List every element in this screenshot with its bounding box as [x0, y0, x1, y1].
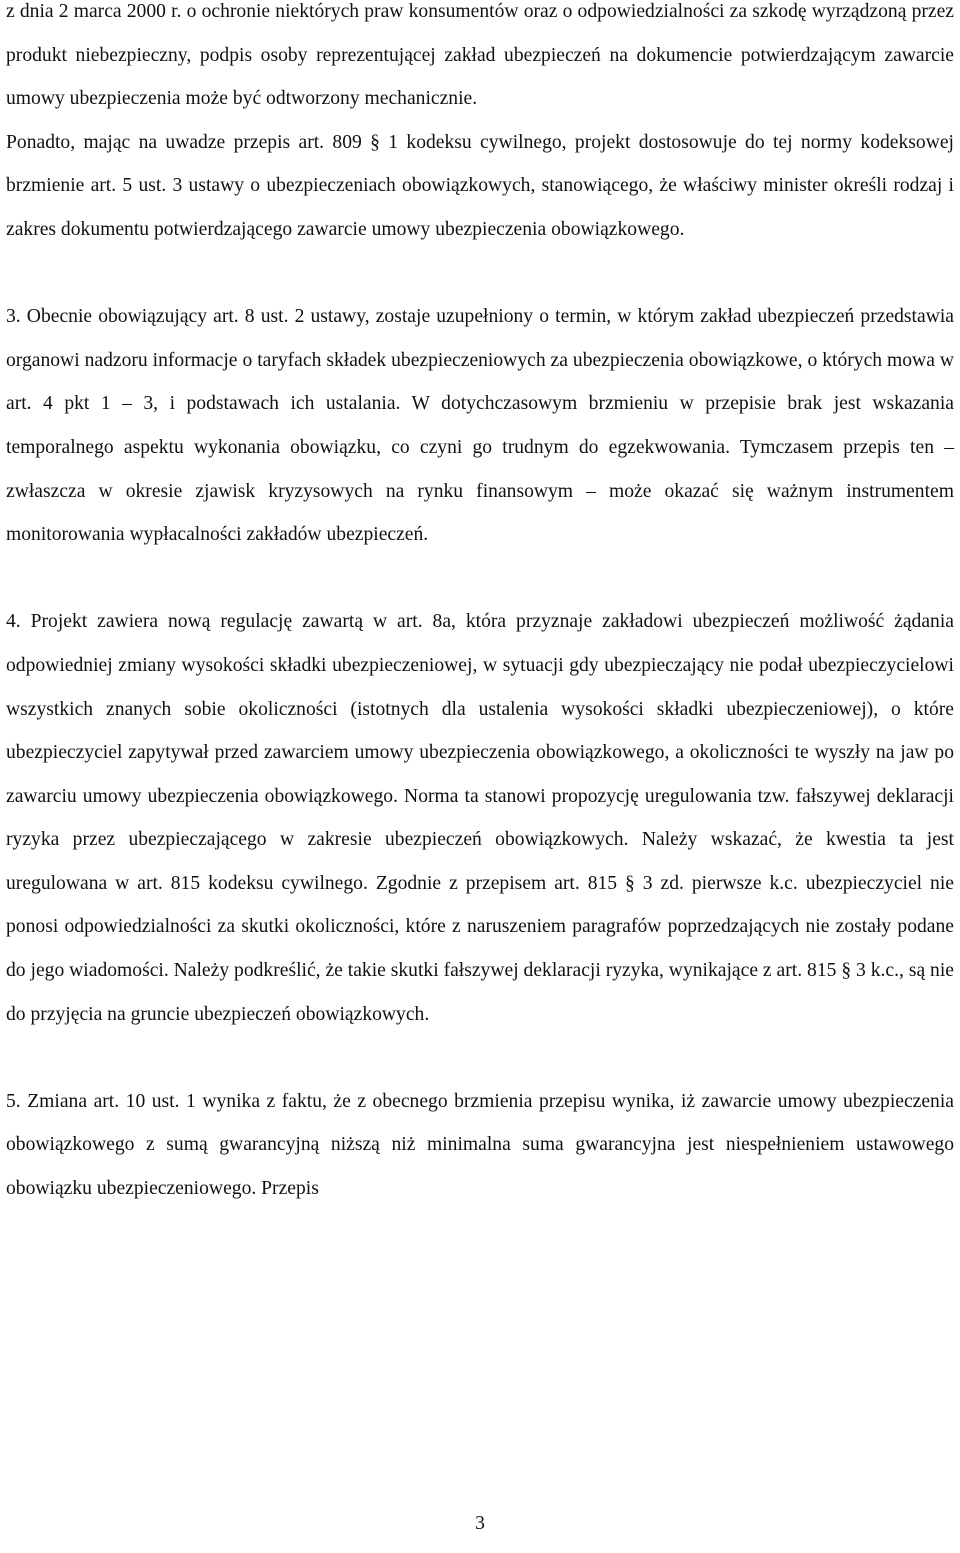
document-page: [6, 0, 954, 1211]
paragraph-spacer: [6, 1036, 954, 1080]
page-number: 3: [475, 1513, 485, 1534]
paragraph-continuation: z dnia 2 marca 2000 r. o ochronie niektórych praw konsumentów oraz o odpowiedzialności za szkodę wyrządzoną przez produkt niebezpieczny, podpis osoby reprezentującej zakład ubezpieczeń na dokumencie potwierdzającym zawarcie umowy ubezpieczenia może być odtworzony mechanicznie.: [6, 1, 954, 110]
paragraph-spacer: [6, 252, 954, 296]
paragraph-point-3: 3. Obecnie obowiązujący art. 8 ust. 2 ustawy, zostaje uzupełniony o termin, w którym zakład ubezpieczeń przedstawia organowi nadzoru informacje o taryfach składek ubezpieczeniowych za ubezpieczenia obowiązkowe, o których mowa w art. 4 pkt 1 – 3, i podstawach ich ustalania. W dotychczasowym brzmieniu w przepisie brak jest wskazania temporalnego aspektu wykonania obowiązku, co czyni go trudnym do egzekwowania. Tymczasem przepis ten – zwłaszcza w okresie zjawisk kryzysowych na rynku finansowym – może okazać się ważnym instrumentem monitorowania wypłacalności zakładów ubezpieczeń.: [6, 306, 954, 546]
paragraph-ponadto: Ponadto, mając na uwadze przepis art. 809 § 1 kodeksu cywilnego, projekt dostosowuje do tej normy kodeksowej brzmienie art. 5 ust. 3 ustawy o ubezpieczeniach obowiązkowych, stanowiącego, że właściwy minister określi rodzaj i zakres dokumentu potwierdzającego zawarcie umowy ubezpieczenia obowiązkowego.: [6, 131, 954, 240]
paragraph-point-4: 4. Projekt zawiera nową regulację zawartą w art. 8a, która przyznaje zakładowi ubezpieczeń możliwość żądania odpowiedniej zmiany wysokości składki ubezpieczeniowej, w sytuacji gdy ubezpieczający nie podał ubezpieczycielowi wszystkich znanych sobie okoliczności (istotnych dla ustalenia wysokości składki ubezpieczeniowej), o które ubezpieczyciel zapytywał przed zawarciem umowy ubezpieczenia obowiązkowego, a okoliczności te wyszły na jaw po zawarciu umowy ubezpieczenia obowiązkowego. Norma ta stanowi propozycję uregulowania tzw. fałszywej deklaracji ryzyka przez ubezpieczającego w zakresie ubezpieczeń obowiązkowych. Należy wskazać, że kwestia ta jest uregulowana w art. 815 kodeksu cywilnego. Zgodnie z przepisem art. 815 § 3 zd. pierwsze k.c. ubezpieczyciel nie ponosi odpowiedzialności za skutki okoliczności, które z naruszeniem paragrafów poprzedzających nie zostały podane do jego wiadomości. Należy podkreślić, że takie skutki fałszywej deklaracji ryzyka, wynikające z art. 815 § 3 k.c., są nie do przyjęcia na gruncie ubezpieczeń obowiązkowych.: [6, 611, 954, 1025]
paragraph-spacer: [6, 557, 954, 601]
paragraph-point-5: 5. Zmiana art. 10 ust. 1 wynika z faktu, że z obecnego brzmienia przepisu wynika, iż zawarcie umowy ubezpieczenia obowiązkowego z sumą gwarancyjną niższą niż minimalna suma gwarancyjna jest niespełnieniem ustawowego obowiązku ubezpieczeniowego. Przepis: [6, 1090, 954, 1200]
